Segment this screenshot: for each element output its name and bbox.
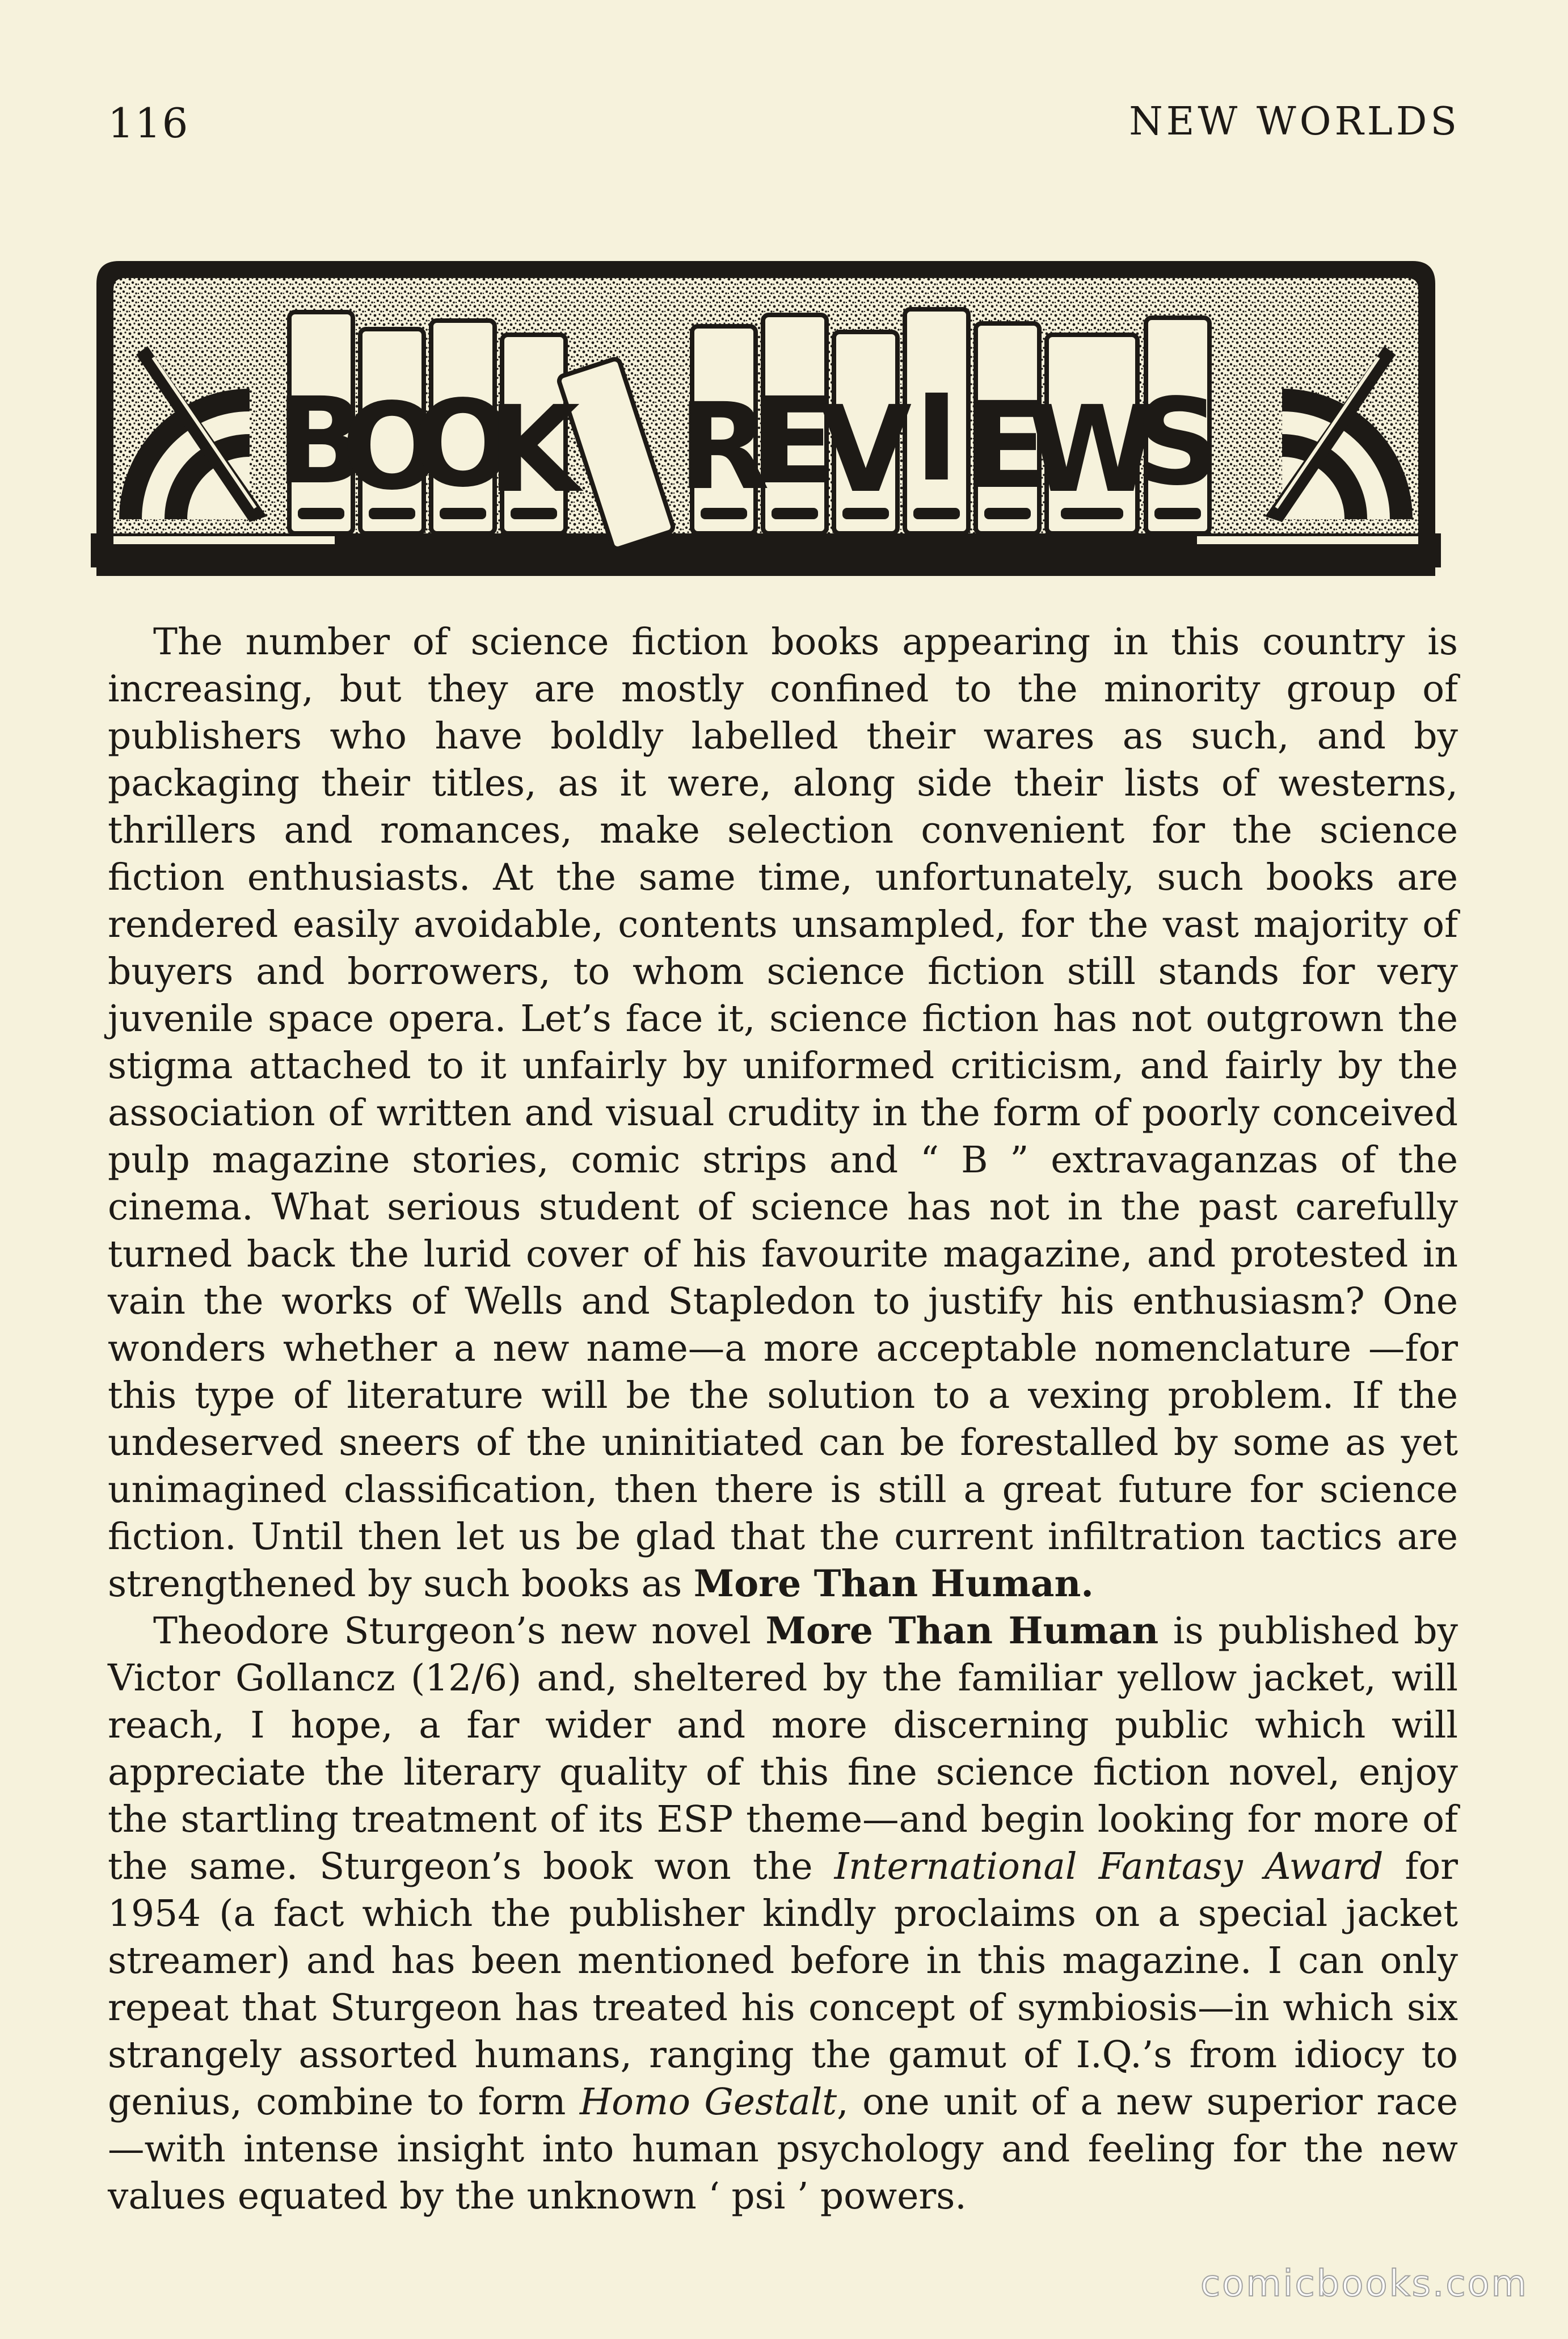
paragraph-review: Theodore Sturgeon’s new novel More Than Human is published by Victor Gollancz (12/6) and, sheltered by the familiar yellow jacket, will reach, I hope, a far wider and more discerning public which will appreciate the literary quality of this fine science fiction novel, enjoy the startling treatment of its ESP theme—and begin looking for more of the same. Sturgeon’s book won the International Fantasy Award for 1954 (a fact which the publisher kindly proclaims on a special jacket streamer) and has been mentioned before in this magazine. I can only repeat that Sturgeon has treated his concept of symbiosis—in which six strangely assorted humans, ranging the gamut of I.Q.’s from idiocy to genius, combine to form Homo Gestalt, one unit of a new superior race—with intense insight into human psychology and feeling for the new values equated by the unknown ‘ psi ’ powers. — [108, 1609, 1458, 2218]
banner-letter: B — [275, 372, 367, 511]
banner-letter: E — [967, 376, 1048, 515]
banner-letter: R — [678, 377, 770, 516]
review-article — [108, 619, 1458, 2220]
paragraph-intro: The number of science fiction books appearing in this country is increasing, but they are mostly confined to the minority group of publishers who have boldly labelled their wares as such, and by packaging their titles, as it were, along side their lists of westerns, thrillers and romances, make selection convenient for the science fiction enthusiasts. At the same time, unfortunately, such books are rendered easily avoidable, contents unsampled, for the vast majority of buyers and borrowers, to whom science fiction still stands for very juvenile space opera. Let’s face it, science fiction has not outgrown the stigma attached to it unfairly by uniformed criticism, and fairly by the association of written and visual crudity in the form of poorly conceived pulp magazine stories, comic strips and “ B ” extravaganzas of the cinema. What serious student of science has not in the past carefully turned back the lurid cover of his favourite magazine, and protested in vain the works of Wells and Stapledon to justify his enthusiasm? One wonders whether a new name—a more acceptable nomenclature —for this type of literature will be the solution to a vexing problem. If the undeserved sneers of the uninitiated can be forestalled by some as yet unimagined classification, then there is still a great future for science fiction. Until then let us be glad that the current infiltration tactics are strengthened by such books as More Than Human. — [108, 621, 1458, 1605]
banner-letter: K — [487, 380, 580, 519]
banner-letter: E — [754, 372, 836, 511]
banner-letter: I — [914, 369, 959, 508]
banner-letter: O — [412, 375, 514, 514]
banner-letter: W — [1026, 380, 1158, 519]
banner-letter: O — [341, 377, 443, 516]
book-title: More Than Human. — [693, 1562, 1094, 1605]
award-name: International Fantasy Award — [834, 1845, 1384, 1888]
running-title: NEW WORLDS — [1129, 99, 1460, 144]
page-number: 116 — [108, 99, 189, 147]
watermark: comicbooks.com — [1200, 2263, 1528, 2305]
banner-letter: S — [1135, 373, 1221, 512]
book-reviews-banner — [74, 250, 1458, 584]
book-title: More Than Human — [765, 1609, 1159, 1652]
term-homo-gestalt: Homo Gestalt — [579, 2081, 837, 2123]
banner-letter: V — [819, 380, 912, 519]
